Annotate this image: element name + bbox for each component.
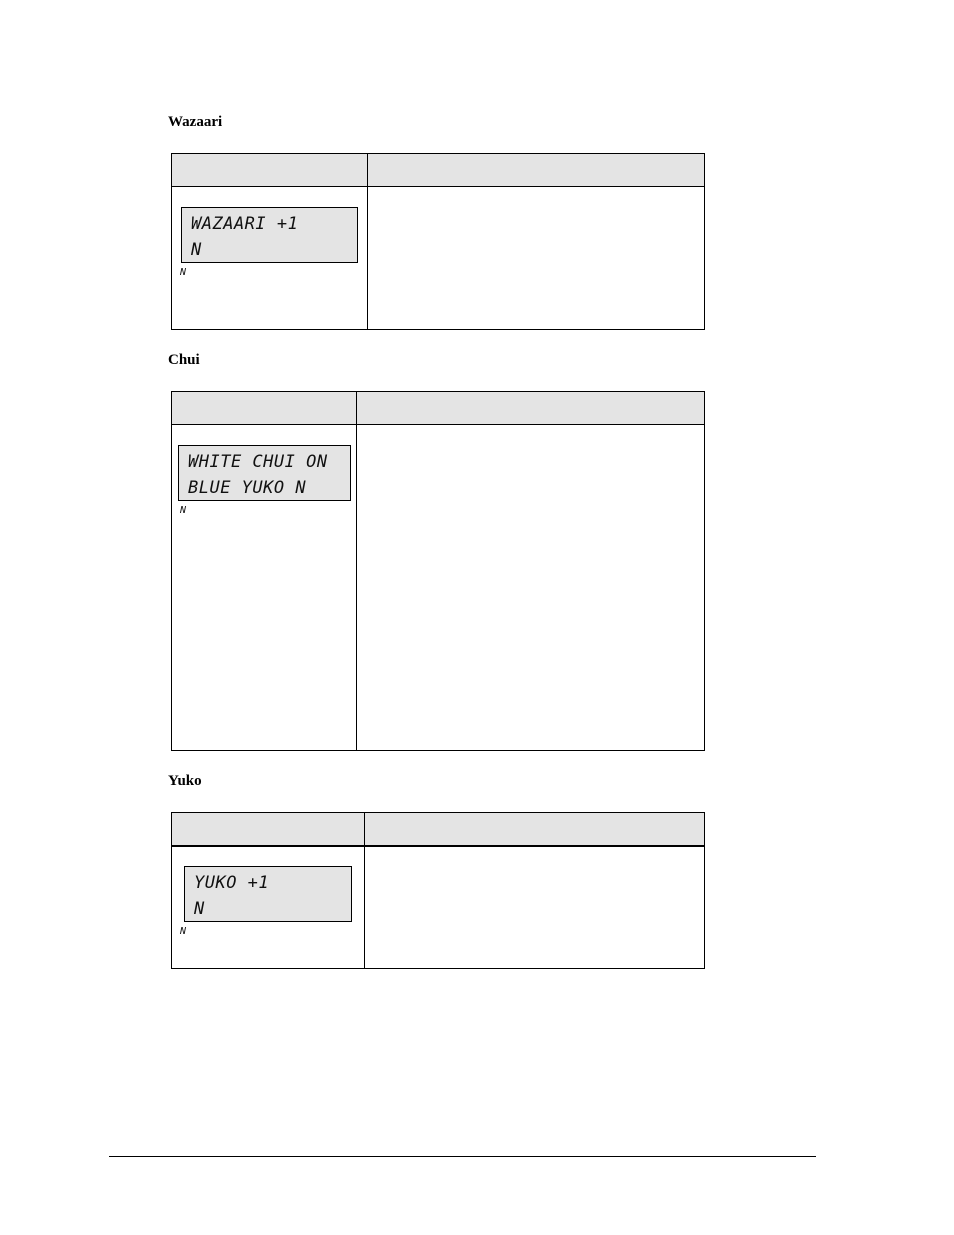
chui-table <box>171 391 705 751</box>
column-divider <box>367 154 368 329</box>
column-divider <box>364 813 365 968</box>
lcd-display <box>178 445 351 501</box>
lcd-line-1: WHITE CHUI ON <box>188 452 328 472</box>
column-divider <box>356 392 357 750</box>
wazaari-table <box>171 153 705 330</box>
table-header <box>172 392 704 425</box>
lcd-line-2: N <box>194 899 205 919</box>
lcd-line-1: WAZAARI +1 <box>191 214 299 234</box>
section-title-chui: Chui <box>168 352 200 368</box>
lcd-display <box>184 866 352 922</box>
lcd-line-2: N <box>191 240 202 260</box>
footer-rule <box>109 1156 816 1157</box>
display-note: N <box>180 505 187 516</box>
lcd-display <box>181 207 358 263</box>
yuko-table <box>171 812 705 969</box>
lcd-line-2: BLUE YUKO N <box>188 478 307 498</box>
table-header <box>172 813 704 847</box>
display-note: N <box>180 926 187 937</box>
display-note: N <box>180 267 187 278</box>
lcd-line-1: YUKO +1 <box>194 873 270 893</box>
table-header <box>172 154 704 187</box>
section-title-wazaari: Wazaari <box>168 114 223 130</box>
section-title-yuko: Yuko <box>168 773 202 789</box>
